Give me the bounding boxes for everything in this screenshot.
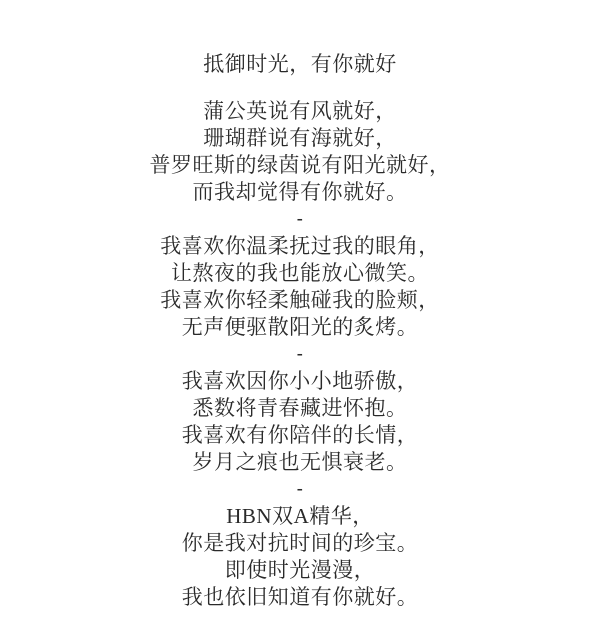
poem-line: 悉数将青春藏进怀抱。: [192, 397, 408, 420]
poem-line: 岁月之痕也无惧衰老。: [192, 451, 408, 474]
poem-line: 珊瑚群说有海就好，: [203, 127, 397, 150]
poem-line: 蒲公英说有风就好，: [203, 100, 397, 123]
poem-line: 让熬夜的我也能放心微笑。: [171, 262, 429, 285]
poem-line: 我喜欢因你小小地骄傲，: [181, 370, 419, 393]
poem-line: 我喜欢你温柔抚过我的眼角，: [160, 235, 440, 258]
poem-line: 我喜欢有你陪伴的长情，: [181, 424, 419, 447]
brand-line: HBN双A精华，: [226, 504, 374, 528]
stanza-separator: -: [296, 209, 304, 230]
poem-line: 无声便驱散阳光的炙烤。: [181, 316, 419, 339]
stanza-separator: -: [296, 479, 304, 500]
poem-line: 你是我对抗时间的珍宝。: [181, 532, 419, 555]
poem-line: 普罗旺斯的绿茵说有阳光就好，: [149, 154, 451, 177]
stanza-separator: -: [296, 344, 304, 365]
poem-line: 即使时光漫漫，: [224, 559, 376, 582]
poem-title: 抵御时光，有你就好: [203, 53, 397, 76]
poem-line: 我喜欢你轻柔触碰我的脸颊，: [160, 289, 440, 312]
poem-line: 我也依旧知道有你就好。: [181, 586, 419, 609]
poem-line: 而我却觉得有你就好。: [192, 181, 408, 204]
